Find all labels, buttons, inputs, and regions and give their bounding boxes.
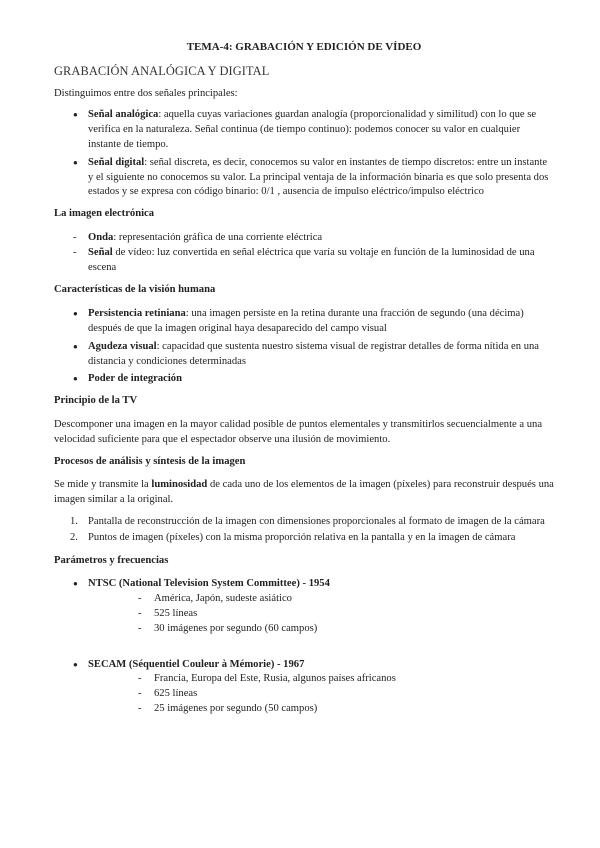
list-text: Pantalla de reconstrucción de la imagen con dimensiones proporcionales al formato de imagen de la cámara	[88, 515, 545, 527]
list-item	[54, 340, 554, 370]
list-item	[54, 307, 554, 337]
list-item	[54, 156, 554, 200]
list-number: 1.	[70, 515, 78, 527]
electronic-image-list	[54, 231, 554, 275]
detail-item: - 525 líneas	[88, 607, 554, 622]
term: Agudeza visual	[88, 340, 157, 352]
term: Señal digital	[88, 156, 145, 168]
section-heading-electronic-image: La imagen electrónica	[54, 208, 155, 220]
list-number: 2.	[70, 531, 78, 543]
term: Persistencia retiniana	[88, 308, 186, 320]
text-emphasis: luminosidad	[151, 479, 208, 491]
document-page	[54, 40, 554, 724]
section-heading-human-vision: Características de la visión humana	[54, 284, 216, 296]
detail-item: - 30 imágenes por segundo (60 campos)	[88, 622, 554, 637]
term: Señal	[88, 246, 113, 258]
system-details	[88, 592, 554, 636]
human-vision-list	[54, 307, 554, 387]
section-heading-parameters: Parámetros y frecuencias	[54, 554, 169, 566]
list-item	[54, 246, 554, 276]
list-item	[54, 531, 554, 546]
tv-systems-list	[54, 577, 554, 636]
list-item	[54, 231, 554, 246]
document-title: TEMA-4: GRABACIÓN Y EDICIÓN DE VÍDEO	[186, 41, 422, 53]
tv-systems-list-2	[54, 658, 554, 717]
definition: : una imagen persiste en la retina durante una fracción de segundo (una décima) después de que la imagen original haya desaparecido del campo visual	[88, 308, 524, 334]
definition: de vídeo: luz convertida en señal eléctrica que varía su voltaje en función de la luminosidad de una escena	[88, 246, 535, 273]
list-item	[54, 577, 554, 636]
section-heading-analysis-synthesis: Procesos de análisis y síntesis de la imagen	[54, 455, 246, 467]
tv-principle-text: Descomponer una imagen en la mayor calidad posible de puntos elementales y transmitirlos secuencialmente a una velocidad suficiente para que el espectador observe una ilusión de movimiento.	[54, 418, 543, 445]
definition: : representación gráfica de una corriente eléctrica	[113, 231, 323, 243]
system-details	[88, 672, 554, 716]
signal-list	[54, 108, 554, 200]
term: Señal analógica	[88, 109, 159, 121]
section-heading-analog-digital: GRABACIÓN ANALÓGICA Y DIGITAL	[54, 63, 270, 78]
definition: : aquella cuyas variaciones guardan analogía (proporcionalidad y similitud) con lo que se verifica en la naturaleza. Señal continua (de tiempo continuo): podemos conocer su valor en cualquier instante de tiempo.	[88, 109, 537, 150]
detail-item: - 625 líneas	[88, 687, 554, 702]
spacer	[54, 644, 554, 658]
definition: : señal discreta, es decir, conocemos su valor en instantes de tiempo discretos: entre un instante y el siguiente no conocemos su valor. La principal ventaja de la información binaria es que solo presenta dos estados y se expresa con código binario: 0/1 , ausencia de impulso eléctrico/impulso eléctrico	[88, 156, 549, 198]
term: Onda	[88, 231, 114, 243]
analysis-synthesis-text	[54, 478, 554, 508]
term: Poder de integración	[88, 373, 182, 385]
detail-item: - América, Japón, sudeste asiático	[88, 592, 554, 607]
definition: : capacidad que sustenta nuestro sistema visual de registrar detalles de forma nítida en una distancia y condiciones determinadas	[88, 340, 539, 367]
list-item	[54, 372, 554, 387]
text-fragment: Se mide y transmite la	[54, 479, 152, 491]
system-name: NTSC (National Television System Committee) - 1954	[88, 578, 330, 590]
section-heading-tv-principle: Principio de la TV	[54, 395, 138, 407]
analysis-synthesis-list	[54, 515, 554, 546]
detail-item: - 25 imágenes por segundo (50 campos)	[88, 702, 554, 717]
list-item	[54, 108, 554, 152]
system-name: SECAM (Séquentiel Couleur à Mémorie) - 1967	[88, 658, 305, 670]
detail-item: - Francia, Europa del Este, Rusia, algunos países africanos	[88, 672, 554, 687]
text-fragment: de cada uno de los elementos de la imagen (píxeles) para reconstruir después una imagen similar a la original.	[54, 479, 554, 506]
list-text: Puntos de imagen (píxeles) con la misma proporción relativa en la pantalla y en la imagen de cámara	[88, 531, 516, 543]
list-item	[54, 515, 554, 530]
list-item	[54, 658, 554, 717]
section-intro: Distinguimos entre dos señales principales:	[54, 87, 238, 99]
